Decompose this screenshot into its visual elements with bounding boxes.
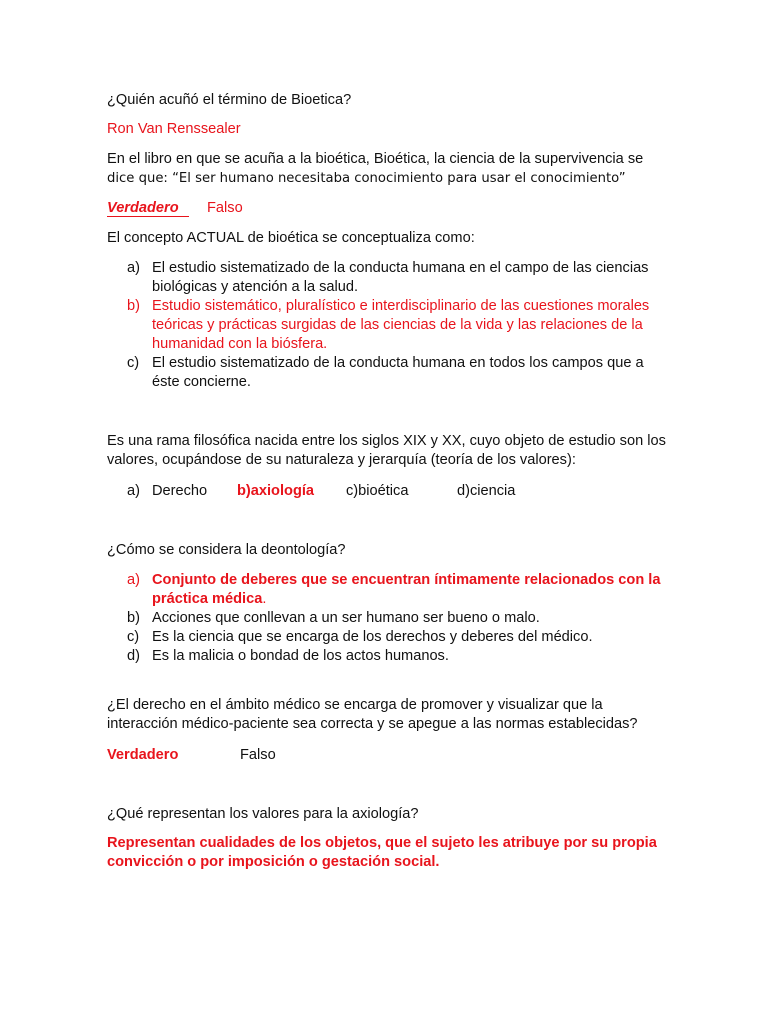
option-text: El estudio sistematizado de la conducta humana en el campo de las ciencias biológicas y atención a la salud. bbox=[152, 260, 649, 295]
q4-option-b: b)axiología bbox=[237, 483, 315, 499]
question-3-options bbox=[107, 259, 667, 392]
option-label: c) bbox=[127, 629, 140, 645]
option-text: Conjunto de deberes que se encuentran íntimamente relacionados con la práctica médica bbox=[152, 572, 661, 607]
true-option-1-label: Verdadero bbox=[107, 201, 189, 217]
question-3-option-b bbox=[107, 297, 667, 354]
option-label: b) bbox=[127, 298, 140, 314]
false-option-2: Falso bbox=[240, 747, 276, 763]
question-1: ¿Quién acuñó el término de Bioetica? bbox=[107, 92, 352, 108]
question-4: Es una rama filosófica nacida entre los siglos XIX y XX, cuyo objeto de estudio son los valores, ocupándose de su naturaleza y jerarquía (teoría de los valores): bbox=[107, 433, 666, 468]
question-7: ¿Qué representan los valores para la axiología? bbox=[107, 806, 419, 822]
true-false-row-2 bbox=[107, 746, 407, 765]
option-label: a) bbox=[127, 572, 140, 588]
answer-1: Ron Van Renssealer bbox=[107, 121, 241, 137]
question-2 bbox=[107, 150, 667, 188]
true-option-1 bbox=[107, 199, 189, 218]
question-3-option-a bbox=[107, 259, 667, 297]
option-text: El estudio sistematizado de la conducta humana en todos los campos que a éste concierne. bbox=[152, 355, 644, 390]
option-label: c) bbox=[127, 355, 140, 371]
option-text: Es la ciencia que se encarga de los derechos y deberes del médico. bbox=[152, 629, 593, 645]
option-suffix: . bbox=[262, 591, 267, 607]
false-option-1: Falso bbox=[207, 200, 243, 216]
question-4-options bbox=[107, 482, 607, 501]
question-5-option-d bbox=[107, 647, 667, 666]
question-2-line-2: dice que: “El ser humano necesitaba conocimiento para usar el conocimiento” bbox=[107, 171, 626, 186]
question-2-line-1: En el libro en que se acuña a la bioética, Bioética, la ciencia de la supervivencia se bbox=[107, 151, 644, 167]
question-5-option-b bbox=[107, 609, 667, 628]
question-3-option-c bbox=[107, 354, 667, 392]
question-5: ¿Cómo se considera la deontología? bbox=[107, 542, 346, 558]
q4-option-d: d)ciencia bbox=[457, 483, 516, 499]
q4-option-a: Derecho bbox=[152, 483, 208, 499]
option-text: Acciones que conllevan a un ser humano ser bueno o malo. bbox=[152, 610, 540, 626]
question-5-option-c bbox=[107, 628, 667, 647]
q4-option-a-label: a) bbox=[127, 483, 140, 499]
question-5-option-a bbox=[107, 571, 667, 609]
answer-7: Representan cualidades de los objetos, que el sujeto les atribuye por su propia convicción o por imposición o gestación social. bbox=[107, 835, 657, 870]
option-text: Es la malicia o bondad de los actos humanos. bbox=[152, 648, 449, 664]
true-option-2: Verdadero bbox=[107, 747, 179, 763]
question-3: El concepto ACTUAL de bioética se conceptualiza como: bbox=[107, 230, 475, 246]
option-label: b) bbox=[127, 610, 140, 626]
option-label: d) bbox=[127, 648, 140, 664]
question-5-options bbox=[107, 571, 667, 666]
option-text: Estudio sistemático, pluralístico e interdisciplinario de las cuestiones morales teóricas y prácticas surgidas de las ciencias de la vida y las relaciones de la humanidad con la biósfera. bbox=[152, 298, 650, 352]
option-label: a) bbox=[127, 260, 140, 276]
q4-option-c: c)bioética bbox=[346, 483, 409, 499]
question-6: ¿El derecho en el ámbito médico se encarga de promover y visualizar que la interacción médico-paciente sea correcta y se apegue a las normas establecidas? bbox=[107, 697, 638, 732]
true-false-row-1 bbox=[107, 199, 407, 218]
